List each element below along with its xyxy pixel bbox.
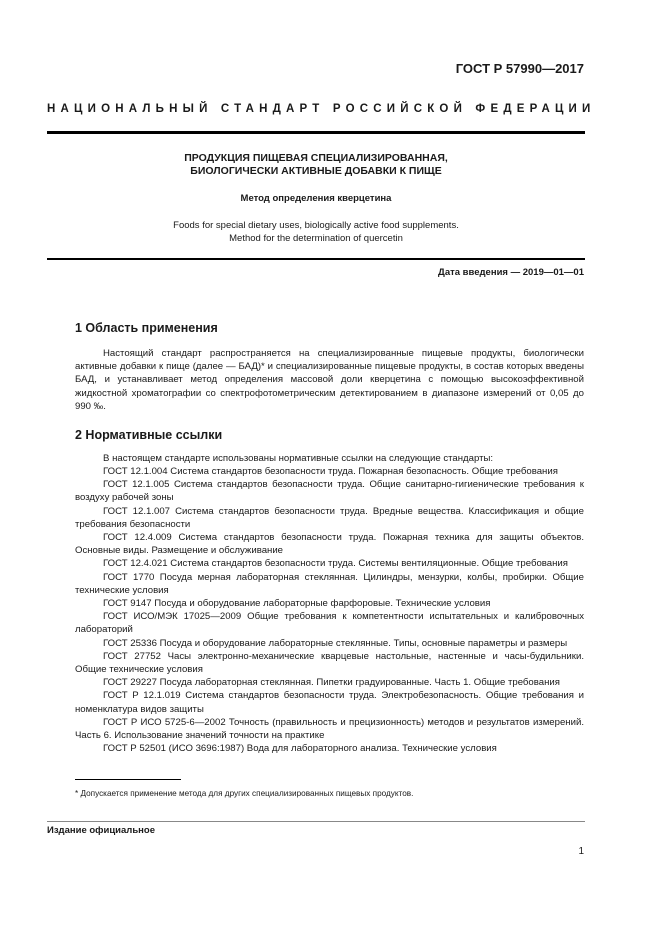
title-divider [47,258,585,260]
reference-item: ГОСТ 29227 Посуда лабораторная стеклянная. Пипетки градуированные. Часть 1. Общие требования [103,677,560,689]
title-line-1: ПРОДУКЦИЯ ПИЩЕВАЯ СПЕЦИАЛИЗИРОВАННАЯ, [184,152,448,164]
reference-item: ГОСТ 27752 Часы электронно-механические кварцевые настольные, настенные и часы-будильники. Общие технические условия [75,650,584,676]
reference-item: ГОСТ 12.4.009 Система стандартов безопасности труда. Пожарная техника для защиты объектов. Основные виды. Размещение и обслуживание [75,532,584,557]
reference-item: ГОСТ 12.1.004 Система стандартов безопасности труда. Пожарная безопасность. Общие требования [103,466,558,477]
section-2-intro: В настоящем стандарте использованы нормативные ссылки на следующие стандарты: [103,453,494,464]
section-1-text: Настоящий стандарт распространяется на специализированные пищевые продукты, биологически активные добавки к пище (далее — БАД)* и специализированные пищевые продукты, в состав которых введены БАД, и устанавливает метод определения массовой доли кверцетина с помощью высокоэффективной жидкостной хроматографии со спектрофотометрическим детектированием в диапазоне измерений от 0,05 до 990 ‰. [75,348,584,412]
reference-item: ГОСТ 12.1.007 Система стандартов безопасности труда. Вредные вещества. Классификация и общие требования безопасности [75,505,584,530]
reference-item: ГОСТ 12.4.021 Система стандартов безопасности труда. Системы вентиляционные. Общие требования [103,558,568,570]
reference-item: ГОСТ 9147 Посуда и оборудование лабораторные фарфоровые. Технические условия [103,598,491,610]
document-title [47,152,585,178]
document-number: ГОСТ Р 57990—2017 [455,61,584,76]
footnote-divider [75,779,181,780]
english-title-line-1: Foods for special dietary uses, biologically active food supplements. [173,220,459,231]
reference-item: ГОСТ 12.1.005 Система стандартов безопасности труда. Общие санитарно-гигиенические требования к воздуху рабочей зоны [75,479,584,504]
national-standard-banner: НАЦИОНАЛЬНЫЙ СТАНДАРТ РОССИЙСКОЙ ФЕДЕРАЦИИ [47,103,596,115]
reference-item: ГОСТ ИСО/МЭК 17025—2009 Общие требования к компетентности испытательных и калибровочных лабораторий [75,611,584,636]
reference-item: ГОСТ Р 52501 (ИСО 3696:1987) Вода для лабораторного анализа. Технические условия [103,743,497,755]
page-number: 1 [578,846,584,857]
reference-item: ГОСТ 1770 Посуда мерная лабораторная стеклянная. Цилиндры, мензурки, колбы, пробирки. Общие технические условия [75,571,584,596]
english-title [47,219,585,245]
document-subtitle: Метод определения кверцетина [240,193,392,204]
reference-item: ГОСТ Р ИСО 5725-6—2002 Точность (правильность и прецизионность) методов и результатов измерений. Часть 6. Использование значений точности на практике [75,716,584,742]
introduction-date: Дата введения — 2019—01—01 [438,267,584,278]
official-edition-label: Издание официальное [47,825,155,836]
section-1-heading: 1 Область применения [75,321,218,335]
footer-divider [47,821,585,822]
footnote: * Допускается применение метода для других специализированных пищевых продуктов. [75,789,414,798]
header-divider [47,131,585,134]
reference-item: ГОСТ Р 12.1.019 Система стандартов безопасности труда. Электробезопасность. Общие требования и номенклатура видов защиты [75,690,584,715]
normative-references-list [75,465,584,755]
reference-item: ГОСТ 25336 Посуда и оборудование лабораторные стеклянные. Типы, основные параметры и размеры [103,637,568,649]
title-line-2: БИОЛОГИЧЕСКИ АКТИВНЫЕ ДОБАВКИ К ПИЩЕ [190,165,442,177]
english-title-line-2: Method for the determination of quercetin [229,233,403,244]
section-2-heading: 2 Нормативные ссылки [75,428,223,442]
